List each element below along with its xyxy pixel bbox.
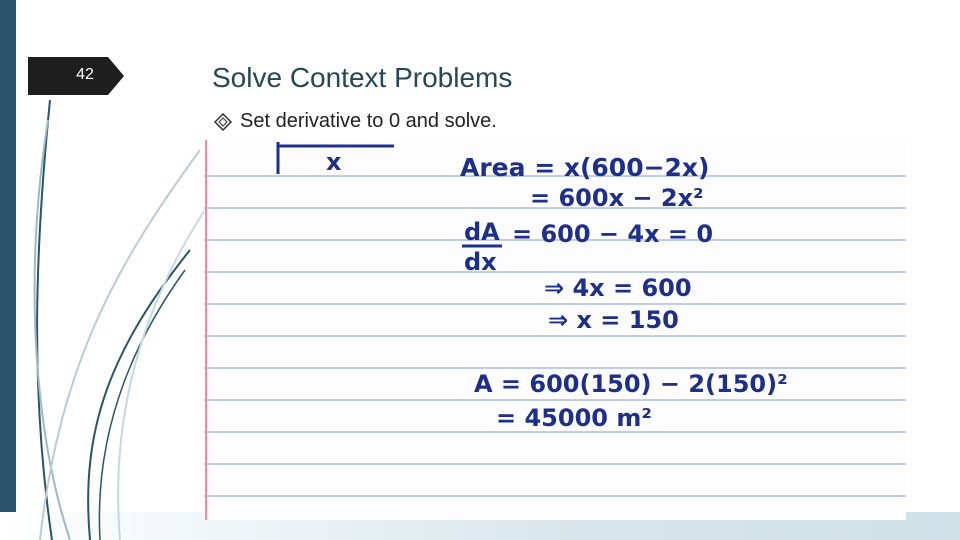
derivative-equation: = 600 − 4x = 0 — [512, 220, 714, 248]
area-equation-line2: = 600x − 2x² — [530, 184, 704, 212]
result-line-1: A = 600(150) − 2(150)² — [474, 370, 788, 398]
derivative-denominator: dx — [464, 248, 497, 276]
solve-step-2: ⇒ x = 150 — [548, 306, 679, 334]
derivative-numerator: dA — [464, 218, 500, 246]
solve-step-1: ⇒ 4x = 600 — [544, 274, 692, 302]
slide-number-tab — [28, 57, 124, 95]
slide-title: Solve Context Problems — [212, 62, 513, 93]
bullet-text: Set derivative to 0 and solve. — [240, 110, 497, 132]
side-label-x: x — [326, 148, 342, 176]
area-equation-line1: Area = x(600−2x) — [460, 153, 710, 182]
result-line-2: = 45000 m² — [496, 404, 652, 432]
bullet-item — [214, 110, 497, 133]
diamond-bullet-icon — [214, 113, 232, 131]
handwritten-notes — [204, 140, 906, 520]
slide-number: 42 — [76, 66, 94, 83]
